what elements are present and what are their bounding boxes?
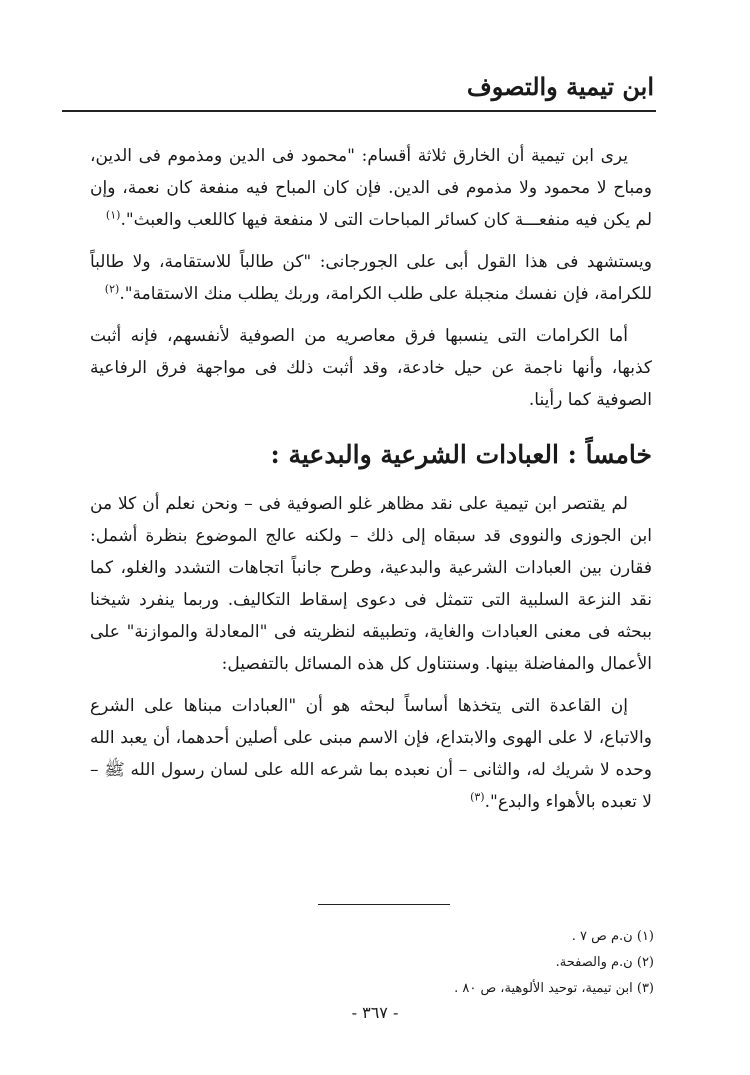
footnote-rule [318,904,450,905]
paragraph-2: أما الكرامات التى ينسبها فرق معاصريه من الصوفية لأنفسهم، فإنه أثبت كذبها، وأنها ناجمة عن حيل خادعة، وقد أثبت ذلك فى مواجهة فرق الرفاعية الصوفية كما رأينا. [90,326,652,410]
header-rule [62,110,656,112]
footnote-ref-1: (١) [105,208,121,222]
footnote-ref-2: (٢) [104,282,120,296]
footnote-3: (٣) ابن تيمية، توحيد الألوهية، ص ٨٠ . [454,981,654,996]
footnotes [454,924,654,1002]
paragraph-3: لم يقتصر ابن تيمية على نقد مظاهر غلو الصوفية فى – ونحن نعلم أن كلا من ابن الجوزى والنووى قد سبقاه إلى ذلك – ولكنه عالج الموضوع بنظرة أشمل: فقارن بين العبادات الشرعية والبدعية، وطرح جانباً اتجاهات التشدد والغلو، كما نقد النزعة السلبية التى تتمثل فى دعوى إسقاط التكاليف. وربما ينفرد شيخنا ببحثه فى معنى العبادات والغاية، وتطبيقه لنظريته فى "المعادلة والموازنة" على الأعمال والمفاضلة بينها. وسنتناول كل هذه المسائل بالتفصيل: [90,494,652,674]
section-heading: خامساً : العبادات الشرعية والبدعية : [270,440,652,469]
footnote-1: (١) ن.م ص ٧ . [571,929,654,944]
footnote-2: (٢) ن.م والصفحة. [555,955,654,970]
page-number: - ٣٦٧ - [351,1003,399,1022]
paragraph-1 [90,140,652,236]
paragraph-4 [90,690,652,818]
paragraph-1-text: يرى ابن تيمية أن الخارق ثلاثة أقسام: "محمود فى الدين ومذموم فى الدين، ومباح لا محمود ولا مذموم فى الدين. فإن كان المباح فيه منفعة كان نعمة، وإن لم يكن فيه منفعـــة كان كسائر المباحات التى لا منفعة فيها كاللعب والعبث". [90,146,652,230]
paragraph-1b [90,246,652,310]
paragraph-1b-text: ويستشهد فى هذا القول أبى على الجورجانى: "كن طالباً للاستقامة، ولا طالباً للكرامة، فإن نفسك منجبلة على طلب الكرامة، وربك يطلب منك الاستقامة". [90,252,652,304]
body-text [90,140,652,828]
running-title: ابن تيمية والتصوف [466,72,654,101]
footnote-ref-3: (٣) [470,790,485,804]
paragraph-4-text: إن القاعدة التى يتخذها أساساً لبحثه هو أن "العبادات مبناها على الشرع والاتباع، لا على الهوى والابتداع، فإن الاسم مبنى على أصلين أحدهما، أن يعبد الله وحده لا شريك له، والثانى – أن نعبده بما شرعه الله على لسان رسول الله ﷺ – لا تعبده بالأهواء والبدع". [90,696,652,812]
